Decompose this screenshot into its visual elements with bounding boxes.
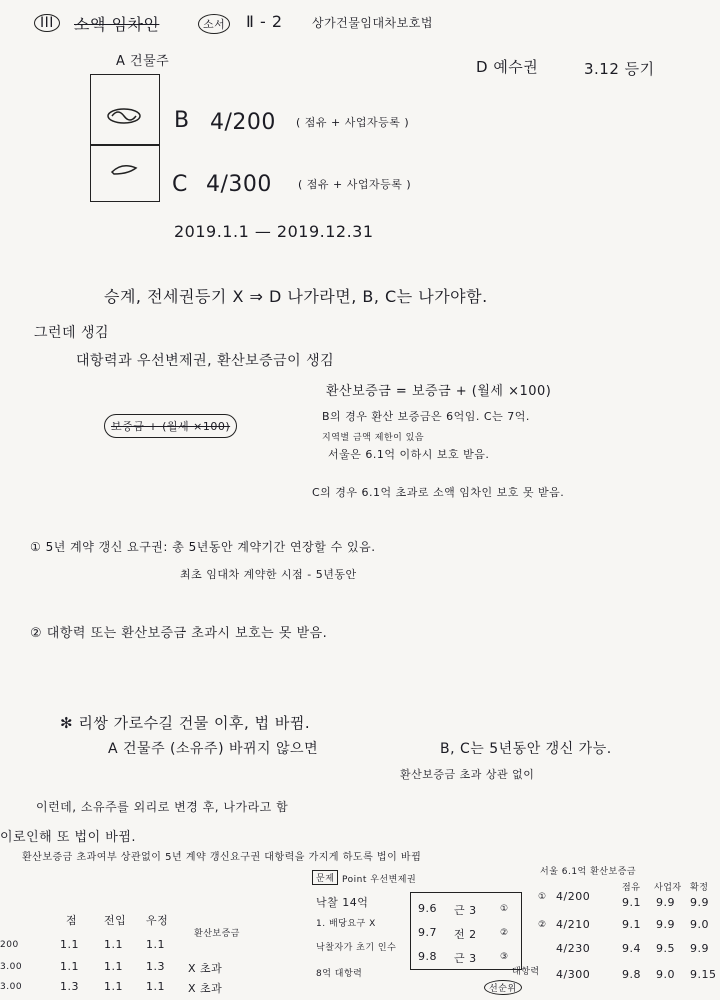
right-table-cell: 9.1 [622,896,641,909]
region-note: 지역별 금액 제한이 있음 [322,433,425,443]
left-table-extra-header: 환산보증금 [194,929,240,939]
problem-cell: 9.7 [418,926,437,939]
left-table-row-label: 3.00 [0,982,23,992]
right-table-amount: 4/300 [556,968,591,981]
problem-cell: ① [500,904,509,914]
problem-cell: 전 2 [454,928,477,941]
left-table-header-3: 우정 [146,914,169,927]
tenant-c-letter: C [172,172,188,197]
problem-list-item: 1. 배당요구 X [316,919,376,929]
left-table-cell: 1.3 [146,960,165,973]
tenant-b-scribble-icon [104,104,144,128]
note-line-2: 그런데 생김 [34,325,110,341]
subtitle: 상가건물임대차보호법 [312,16,433,30]
tenant-c-note: ( 점유 + 사업자등록 ) [298,178,412,191]
right-table-cell: 9.8 [622,968,641,981]
seoul-note: 서울은 6.1억 이하시 보호 받음. [328,448,490,461]
tenant-d-date: 3.12 등기 [584,60,655,78]
owner-change-a: A 건물주 (소유주) 바뀌지 않으면 [108,741,319,757]
law-change: 이로인해 또 법이 바뀜. [0,830,137,845]
right-table-amount: 4/210 [556,918,591,931]
problem-cell: ③ [500,952,509,962]
tenant-c-amount: 4/300 [206,172,272,197]
item-2: ② 대항력 또는 환산보증금 초과시 보호는 못 받음. [30,626,328,641]
item-1: ① 5년 계약 갱신 요구권: 총 5년동안 계약기간 연장할 수 있음. [30,540,376,554]
problem-foot-b: 선순위 [484,980,522,995]
item-number-circle: III [34,14,60,32]
left-table-note: X 초과 [188,982,223,995]
right-table-cell: 9.4 [622,942,641,955]
left-table-note: X 초과 [188,962,223,975]
tenant-b-note: ( 점유 + 사업자등록 ) [296,116,410,129]
formula-detail: B의 경우 환산 보증금은 6억임. C는 7억. [322,410,530,423]
problem-cell: 9.8 [418,950,437,963]
tenant-d-label: D 예수권 [476,58,539,76]
left-table-cell: 1.1 [104,938,123,951]
lease-period: 2019.1.1 — 2019.12.31 [174,222,374,241]
problem-foot-a: 대항력 [512,967,540,977]
problem-cell: 근 3 [454,904,477,917]
problem-cell: 근 3 [454,952,477,965]
right-table-amount: 4/200 [556,890,591,903]
right-table-title: 서울 6.1억 환산보증금 [540,867,637,877]
circled-label: 소서 [198,14,230,34]
tenant-b-amount: 4/200 [210,110,276,135]
tenant-c-scribble-icon [108,160,144,180]
right-table-amount: 4/230 [556,942,591,955]
left-table-header-1: 점 [66,914,78,927]
right-table-cell: 9.9 [656,918,675,931]
problem-list-item: 낙찰 14억 [316,896,369,909]
right-table-mark: ② [538,920,547,930]
owner-label: A 건물주 [116,54,170,69]
building-divider-1 [90,144,160,146]
crossed-title: 소액 임차인 [74,15,160,34]
left-table-header-2: 전입 [104,914,127,927]
problem-list-item: 낙찰자가 초기 인수 [316,943,397,953]
right-table-cell: 9.9 [656,896,675,909]
problem-list-item: 8억 대항력 [316,969,363,979]
right-table-cell: 9.0 [690,918,709,931]
right-table-cell: 9.1 [622,918,641,931]
right-table-cell: 9.9 [690,942,709,955]
crossed-formula: 보증금 + (월세 ×100) [104,414,237,438]
section-number: Ⅱ - 2 [246,12,283,31]
note-line-1: 승계, 전세권등기 X ⇒ D 나가라면, B, C는 나가야함. [104,287,488,306]
left-table-cell: 1.3 [60,980,79,993]
right-table-header-3: 확정 [690,883,709,893]
right-table-cell: 9.5 [656,942,675,955]
left-table-cell: 1.1 [60,960,79,973]
left-table-cell: 1.1 [104,960,123,973]
right-table-cell: 9.9 [690,896,709,909]
right-table-mark: ① [538,892,547,902]
left-table-row-label: 200 [0,940,19,950]
c-case-note: C의 경우 6.1억 초과로 소액 임차인 보호 못 받음. [312,486,565,499]
left-table-cell: 1.1 [146,980,165,993]
note-line-3: 대항력과 우선변제권, 환산보증금이 생김 [76,353,335,369]
problem-cell: 9.6 [418,902,437,915]
building-outline [90,74,160,202]
left-table-cell: 1.1 [104,980,123,993]
right-table-header-1: 점유 [622,883,641,893]
owner-change-insert: 환산보증금 초과 상관 없이 [400,768,535,781]
problem-point: Point 우선변제권 [342,875,417,885]
left-table-cell: 1.1 [146,938,165,951]
left-table-cell: 1.1 [60,938,79,951]
problem-title: 문제 [312,870,338,885]
owner-change-b: B, C는 5년동안 갱신 가능. [440,741,612,757]
but-line: 이런데, 소유주를 외리로 변경 후, 나가라고 함 [36,800,289,814]
tenant-b-letter: B [174,108,190,133]
star-note: ✻ 리쌍 가로수길 건물 이후, 법 바뀜. [60,714,311,732]
item-1-sub: 최초 임대차 계약한 시점 - 5년동안 [180,568,357,581]
problem-cell: ② [500,928,509,938]
right-table-cell: 9.15 [690,968,717,981]
right-table-header-2: 사업자 [654,883,682,893]
law-change-2: 환산보증금 초과여부 상관없이 5년 계약 갱신요구권 대항력을 가지게 하도록 법이 바뀜 [22,852,422,863]
right-table-cell: 9.0 [656,968,675,981]
formula-main: 환산보증금 = 보증금 + (월세 ×100) [326,384,552,399]
left-table-row-label: 3.00 [0,962,23,972]
